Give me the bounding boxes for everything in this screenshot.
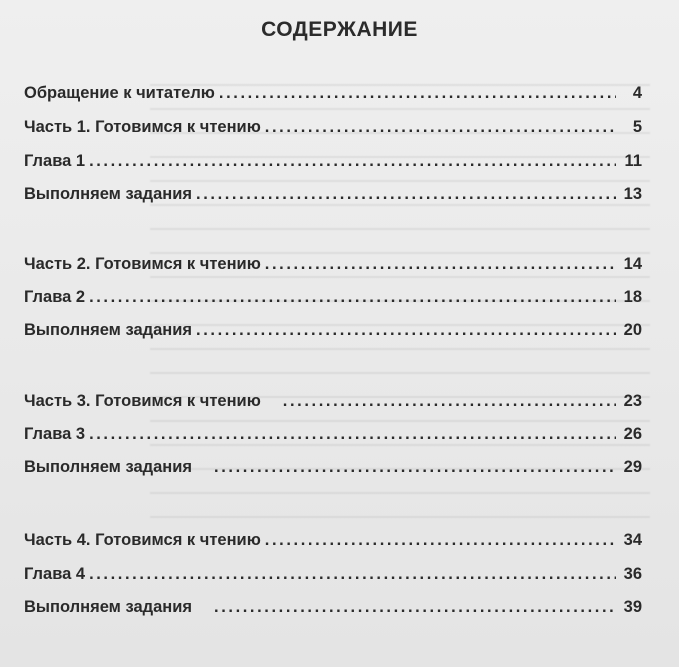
toc-entry-label: Выполняем задания — [24, 598, 193, 616]
page-title: СОДЕРЖАНИЕ — [261, 18, 418, 41]
dot-leader — [214, 458, 616, 477]
toc-entry — [24, 458, 642, 482]
dot-leader — [265, 118, 616, 137]
dot-leader — [265, 531, 616, 550]
toc-entry-label: Выполняем задания — [24, 185, 193, 203]
toc-entry-page: 18 — [623, 288, 642, 306]
toc-entry-label: Часть 4. Готовимся к чтению — [24, 531, 261, 549]
toc-entry-page: 29 — [623, 458, 642, 476]
toc-entry-page: 39 — [623, 598, 642, 616]
toc-entry-page: 36 — [623, 565, 642, 583]
dot-leader — [283, 392, 616, 411]
toc-entry — [24, 185, 642, 209]
dot-leader — [214, 598, 616, 617]
toc-entry-page: 13 — [623, 185, 642, 203]
toc-entry-page: 34 — [623, 531, 642, 549]
toc-entry-page: 4 — [632, 84, 642, 102]
toc-entry — [24, 598, 642, 622]
toc-entry — [24, 255, 642, 279]
toc-entry — [24, 288, 642, 312]
toc-entry-page: 23 — [623, 392, 642, 410]
toc-entry — [24, 392, 642, 416]
toc-entry-label: Выполняем задания — [24, 321, 193, 339]
toc-entry — [24, 321, 642, 345]
dot-leader — [265, 255, 616, 274]
toc-entry-label: Глава 1 — [24, 152, 86, 170]
toc-entry-page: 26 — [623, 425, 642, 443]
toc-entry — [24, 84, 642, 108]
toc-entry — [24, 531, 642, 555]
toc-entry-label: Глава 2 — [24, 288, 86, 306]
toc-entry — [24, 425, 642, 449]
toc-entry-page: 14 — [623, 255, 642, 273]
dot-leader — [89, 288, 616, 307]
toc-entry — [24, 152, 642, 176]
dot-leader — [89, 565, 616, 584]
toc-entry-label: Глава 3 — [24, 425, 86, 443]
toc-entry — [24, 118, 642, 142]
dot-leader — [196, 321, 616, 340]
dot-leader — [196, 185, 616, 204]
toc-entry-page: 20 — [623, 321, 642, 339]
toc-entry-page: 5 — [632, 118, 642, 136]
toc-entry-page: 11 — [624, 152, 642, 170]
toc-entry-label: Глава 4 — [24, 565, 86, 583]
dot-leader — [89, 152, 616, 171]
toc-entry-label: Часть 3. Готовимся к чтению — [24, 392, 261, 410]
toc-entry-label: Обращение к читателю — [24, 84, 215, 102]
toc-entry-label: Часть 1. Готовимся к чтению — [24, 118, 261, 136]
dot-leader — [219, 84, 616, 103]
toc-entry-label: Часть 2. Готовимся к чтению — [24, 255, 261, 273]
toc-entry-label: Выполняем задания — [24, 458, 193, 476]
toc-entry — [24, 565, 642, 589]
dot-leader — [89, 425, 616, 444]
